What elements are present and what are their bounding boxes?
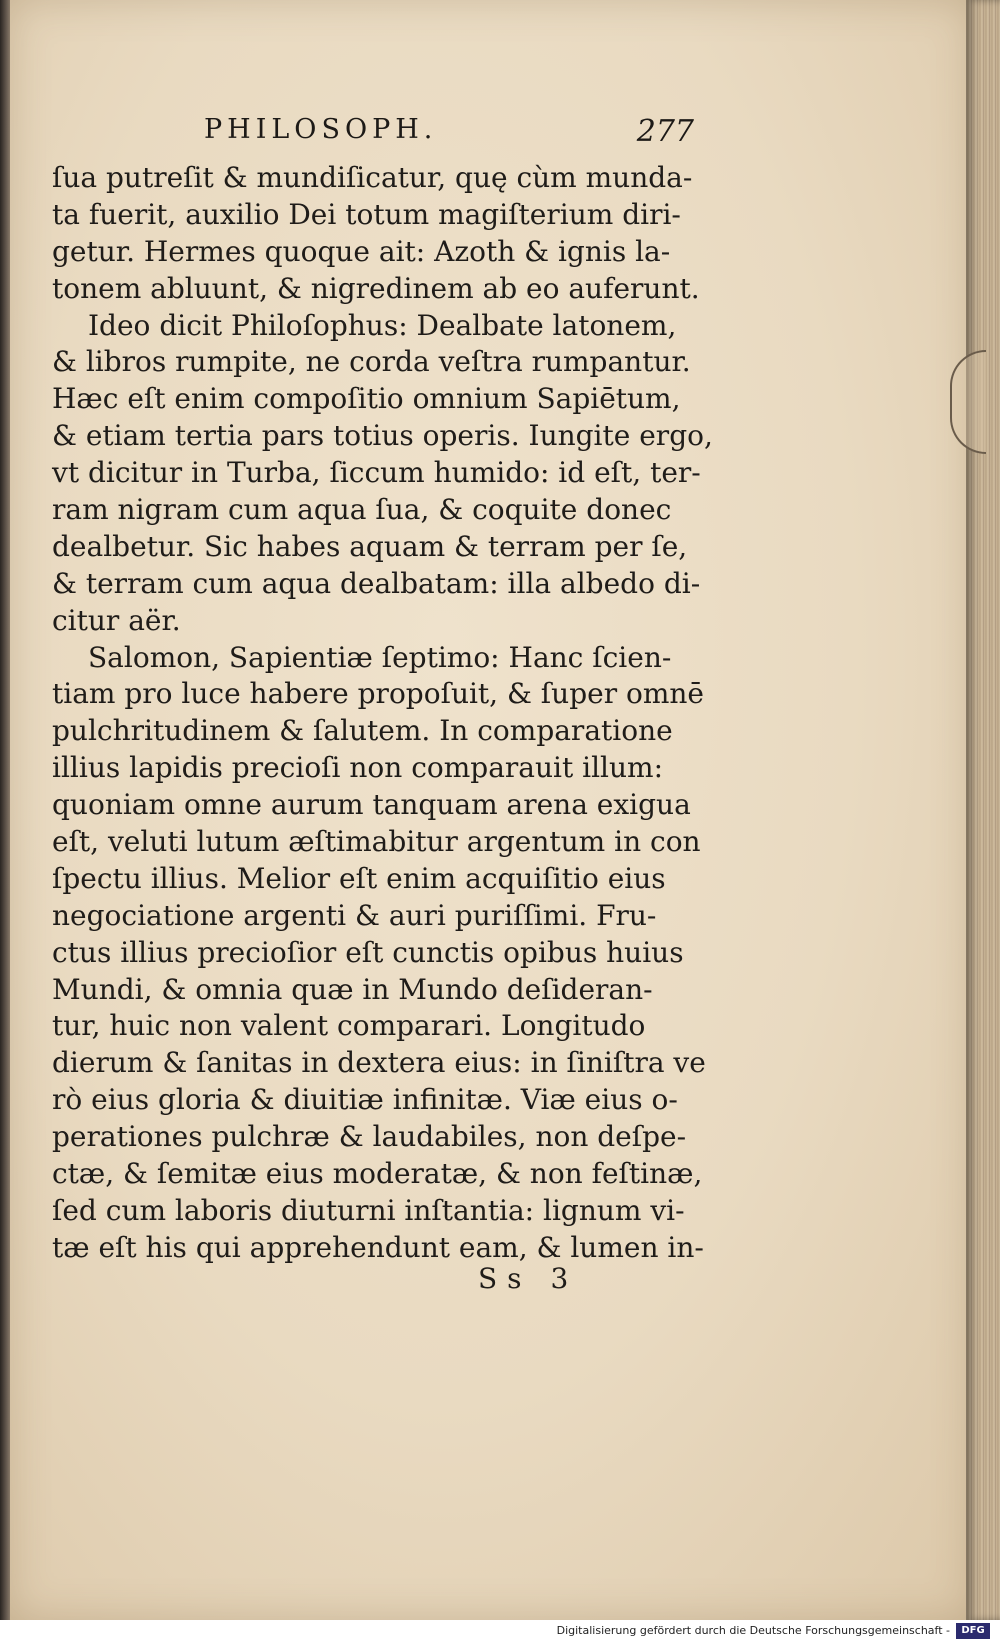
text-line: & libros rumpite, ne corda veſtra rumpantur. <box>52 345 691 379</box>
text-line: perationes pulchræ & laudabiles, non deſpe- <box>52 1120 687 1154</box>
text-line: vt dicitur in Turba, ſiccum humido: id eſt, ter- <box>52 456 701 490</box>
body-text <box>52 160 713 1267</box>
running-head: PHILOSOPH. <box>204 114 438 145</box>
text-line: tur, huic non valent comparari. Longitudo <box>52 1009 646 1043</box>
footer-bar <box>0 1620 1000 1646</box>
text-line: citur aër. <box>52 603 181 637</box>
text-line: ram nigram cum aqua ſua, & coquite donec <box>52 493 672 527</box>
text-line: dealbetur. Sic habes aquam & terram per ſe, <box>52 529 688 563</box>
funding-credit: Digitalisierung gefördert durch die Deutsche Forschungsgemeinschaft - <box>556 1624 950 1637</box>
page-number: 277 <box>636 114 694 149</box>
text-line: dierum & ſanitas in dextera eius: in ſiniſtra ve <box>52 1046 706 1080</box>
text-line: tæ eſt his qui apprehendunt eam, & lumen in- <box>52 1230 704 1264</box>
text-line: ſed cum laboris diuturni inſtantia: lignum vi- <box>52 1193 685 1227</box>
text-line: ta fuerit, auxilio Dei totum magiſterium diri- <box>52 197 681 231</box>
text-line: eſt, veluti lutum æſtimabitur argentum in con <box>52 825 701 859</box>
dfg-logo: DFG <box>956 1623 990 1639</box>
text-line: getur. Hermes quoque ait: Azoth & ignis la- <box>52 234 671 268</box>
text-line: Ideo dicit Philoſophus: Dealbate latonem, <box>88 308 677 342</box>
text-line: ſua putreſit & mundiſicatur, quę cùm munda- <box>52 161 693 194</box>
text-line: & etiam tertia pars totius operis. Iungite ergo, <box>52 419 713 453</box>
page-stack-edge <box>966 0 1000 1620</box>
text-line: illius lapidis precioſi non comparauit illum: <box>52 751 664 785</box>
text-line: tonem abluunt, & nigredinem ab eo auferunt. <box>52 271 700 305</box>
text-line: Mundi, & omnia quæ in Mundo deſideran- <box>52 972 653 1006</box>
text-line: ctæ, & ſemitæ eius moderatæ, & non feſtinæ, <box>52 1157 703 1191</box>
text-line: rò eius gloria & diuitiæ infinitæ. Viæ eius o- <box>52 1083 678 1117</box>
text-line: Hæc eſt enim compoſitio omnium Sapiētum, <box>52 382 681 416</box>
text-line: pulchritudinem & ſalutem. In comparatione <box>52 714 673 748</box>
text-line: ſpectu illius. Melior eſt enim acquiſitio eius <box>52 861 666 895</box>
signature-mark: Ss 3 <box>478 1262 579 1295</box>
text-line: tiam pro luce habere propoſuit, & ſuper omnē <box>52 677 704 711</box>
page-tab-mark <box>950 350 986 454</box>
text-line: quoniam omne aurum tanquam arena exigua <box>52 788 691 822</box>
text-line: ctus illius precioſior eſt cunctis opibus huius <box>52 935 684 969</box>
page-header <box>204 114 694 154</box>
text-line: Salomon, Sapientiæ ſeptimo: Hanc ſcien- <box>88 640 672 674</box>
text-line: & terram cum aqua dealbatam: illa albedo di- <box>52 566 701 600</box>
text-line: negociatione argenti & auri puriſſimi. Fru- <box>52 898 657 932</box>
